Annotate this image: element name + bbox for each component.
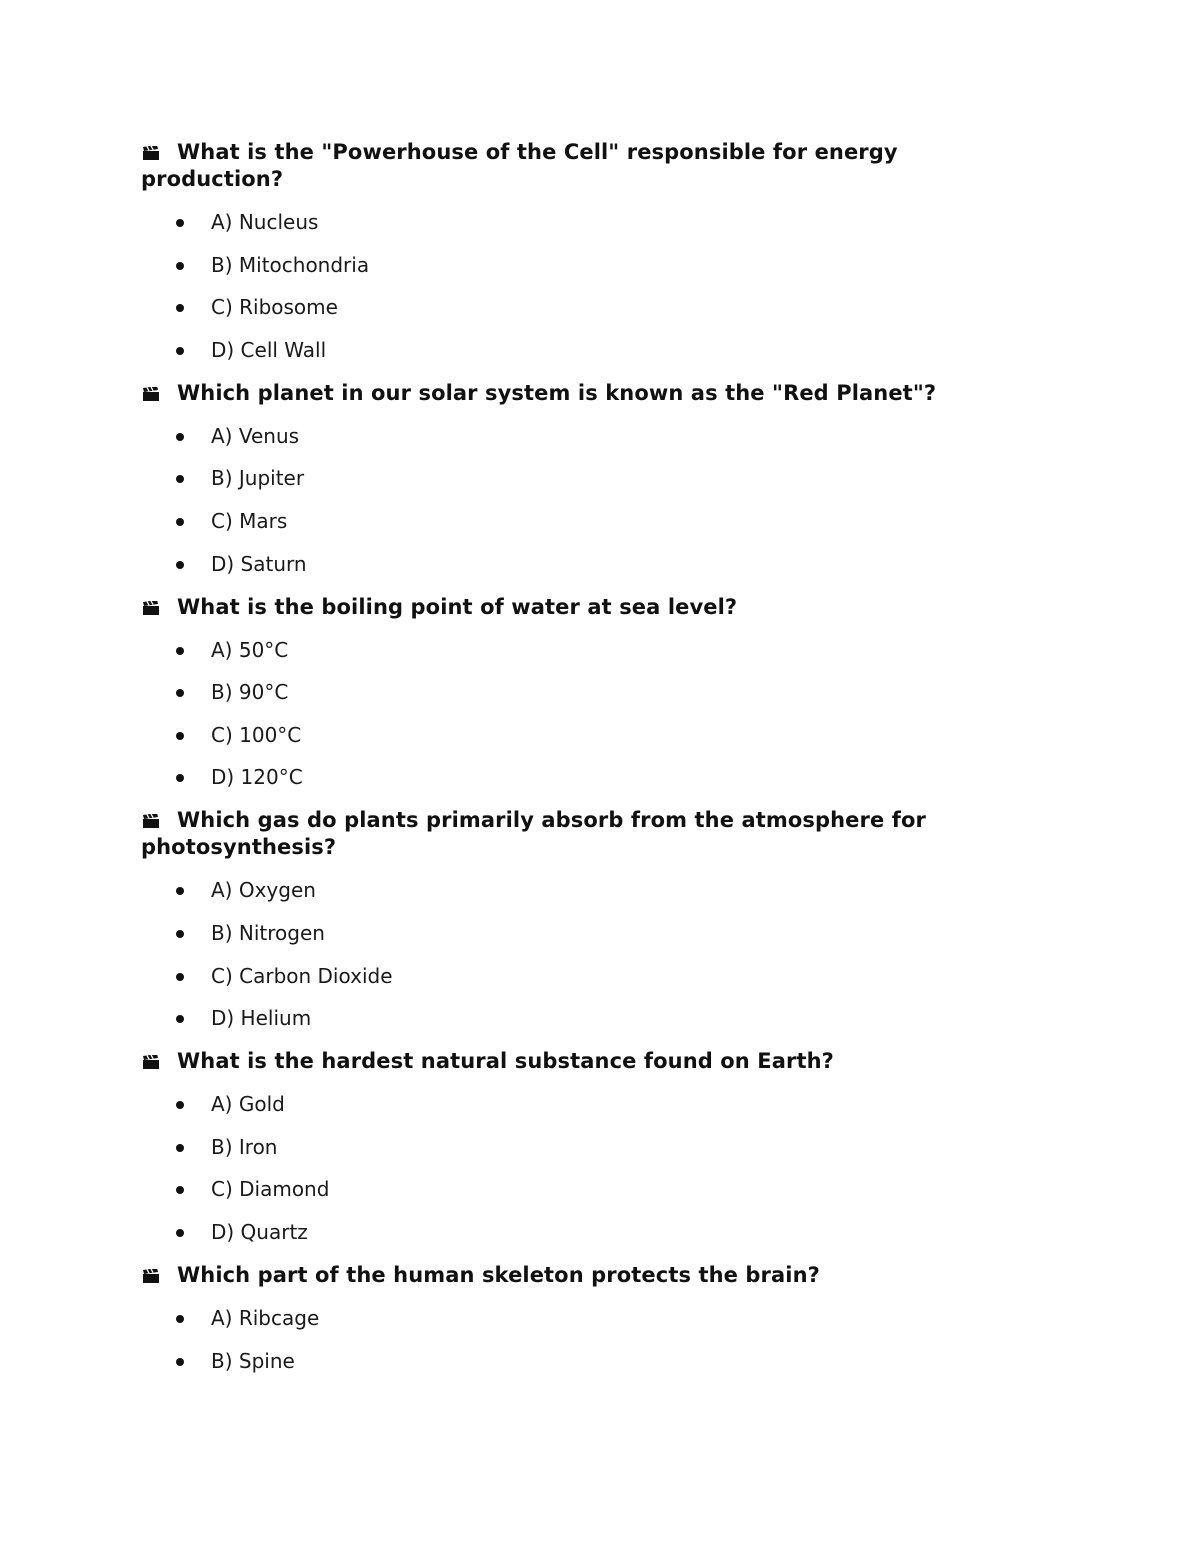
option-text: A) Nucleus	[211, 210, 319, 234]
list-item	[141, 1176, 971, 1203]
bullet-icon	[176, 1101, 184, 1109]
bullet-icon	[176, 561, 184, 569]
list-item	[141, 679, 971, 706]
question-6	[141, 1262, 971, 1375]
list-item	[141, 764, 971, 791]
bullet-icon	[176, 1144, 184, 1152]
list-item	[141, 209, 971, 236]
option-list	[141, 1305, 971, 1375]
option-text: C) Diamond	[211, 1177, 330, 1202]
clapperboard-icon	[141, 601, 163, 615]
option-list	[141, 637, 971, 792]
question-3	[141, 594, 971, 792]
clapperboard-icon	[141, 814, 163, 828]
question-1	[141, 139, 971, 364]
bullet-icon	[176, 930, 184, 938]
list-item	[141, 465, 971, 492]
option-text: D) Helium	[211, 1006, 312, 1031]
question-heading	[141, 1048, 971, 1075]
bullet-icon	[176, 774, 184, 782]
option-text: C) Ribosome	[211, 295, 338, 320]
clapperboard-icon	[141, 1055, 163, 1069]
option-text: C) 100°C	[211, 722, 302, 747]
option-text: B) Spine	[211, 1348, 295, 1373]
option-list	[141, 209, 971, 364]
question-text: What is the hardest natural substance found on Earth?	[177, 1049, 834, 1074]
option-text: B) Jupiter	[211, 466, 305, 491]
bullet-icon	[176, 1229, 184, 1237]
list-item	[141, 337, 971, 364]
list-item	[141, 637, 971, 664]
question-heading	[141, 807, 971, 861]
list-item	[141, 963, 971, 990]
option-text: D) Cell Wall	[211, 337, 327, 362]
option-text: C) Mars	[211, 508, 288, 533]
option-text: C) Carbon Dioxide	[211, 963, 393, 988]
bullet-icon	[176, 1186, 184, 1194]
bullet-icon	[176, 1358, 184, 1366]
bullet-icon	[176, 887, 184, 895]
question-text: What is the "Powerhouse of the Cell" responsible for energy production?	[141, 140, 898, 191]
quiz-page	[141, 139, 971, 1391]
bullet-icon	[176, 518, 184, 526]
list-item	[141, 423, 971, 450]
list-item	[141, 1219, 971, 1246]
bullet-icon	[176, 973, 184, 981]
question-text: Which gas do plants primarily absorb from the atmosphere for photosynthesis?	[141, 808, 926, 860]
list-item	[141, 1305, 971, 1332]
question-text: Which planet in our solar system is known as the "Red Planet"?	[177, 380, 937, 405]
option-text: A) Ribcage	[211, 1305, 320, 1330]
bullet-icon	[176, 347, 184, 355]
clapperboard-icon	[141, 1269, 163, 1283]
list-item	[141, 294, 971, 321]
option-list	[141, 423, 971, 578]
list-item	[141, 508, 971, 535]
option-text: D) Quartz	[211, 1219, 308, 1244]
option-text: B) Nitrogen	[211, 920, 325, 945]
bullet-icon	[176, 647, 184, 655]
clapperboard-icon	[141, 146, 163, 160]
question-heading	[141, 139, 971, 193]
list-item	[141, 1005, 971, 1032]
question-heading	[141, 1262, 971, 1289]
bullet-icon	[176, 219, 184, 227]
option-list	[141, 1091, 971, 1246]
question-text: What is the boiling point of water at sea level?	[177, 594, 738, 619]
question-heading	[141, 380, 971, 407]
option-list	[141, 877, 971, 1032]
option-text: A) Venus	[211, 423, 300, 448]
bullet-icon	[176, 732, 184, 740]
list-item	[141, 1091, 971, 1118]
list-item	[141, 551, 971, 578]
option-text: A) 50°C	[211, 637, 289, 662]
list-item	[141, 1134, 971, 1161]
option-text: A) Oxygen	[211, 878, 316, 903]
bullet-icon	[176, 1015, 184, 1023]
option-text: D) Saturn	[211, 551, 307, 576]
list-item	[141, 877, 971, 904]
bullet-icon	[176, 262, 184, 270]
question-heading	[141, 594, 971, 621]
bullet-icon	[176, 689, 184, 697]
option-text: D) 120°C	[211, 765, 303, 790]
bullet-icon	[176, 433, 184, 441]
bullet-icon	[176, 304, 184, 312]
question-text: Which part of the human skeleton protects the brain?	[177, 1262, 820, 1287]
question-5	[141, 1048, 971, 1246]
option-text: A) Gold	[211, 1092, 285, 1117]
list-item	[141, 722, 971, 749]
list-item	[141, 920, 971, 947]
list-item	[141, 1348, 971, 1375]
option-text: B) Iron	[211, 1134, 278, 1159]
bullet-icon	[176, 1315, 184, 1323]
bullet-icon	[176, 475, 184, 483]
clapperboard-icon	[141, 387, 163, 401]
list-item	[141, 252, 971, 279]
question-2	[141, 380, 971, 578]
question-4	[141, 807, 971, 1032]
option-text: B) 90°C	[211, 680, 289, 705]
option-text: B) Mitochondria	[211, 252, 370, 277]
